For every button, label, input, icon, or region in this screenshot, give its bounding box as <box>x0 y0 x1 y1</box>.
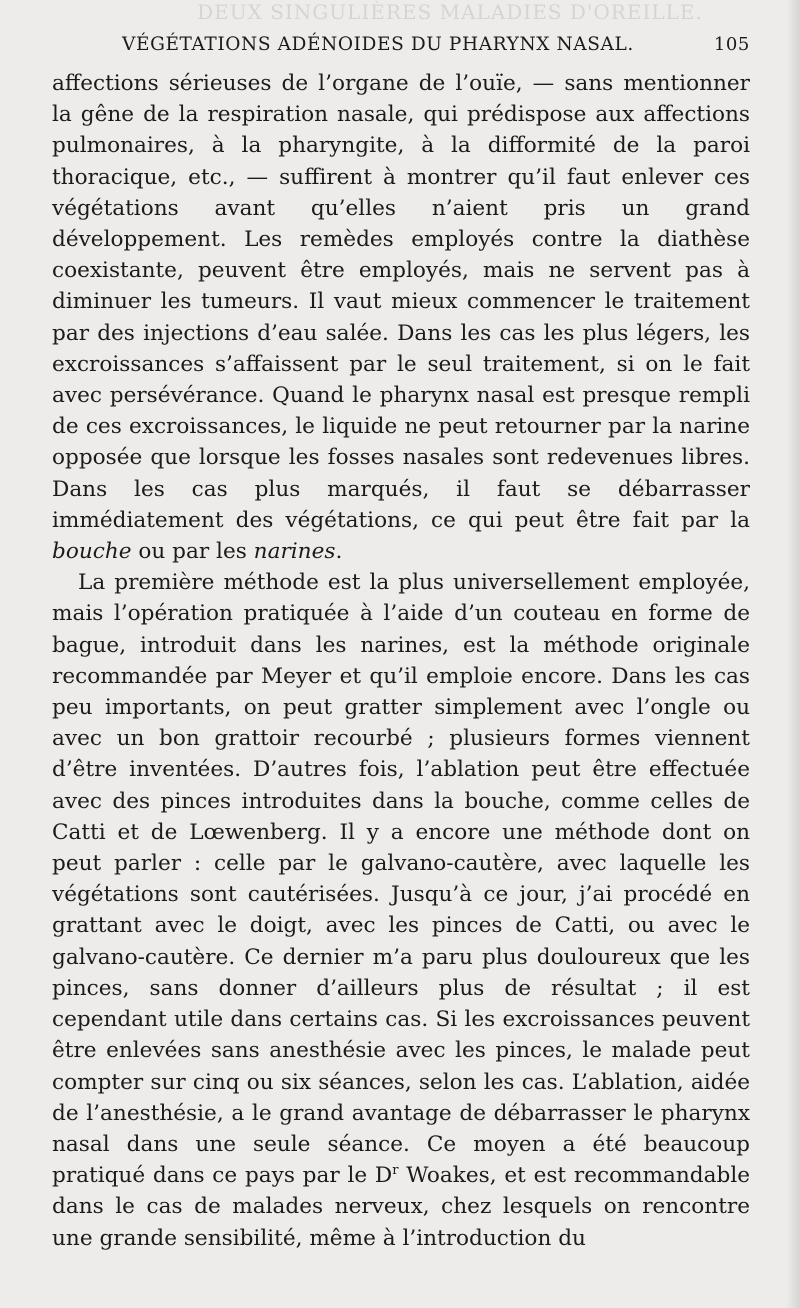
page-edge-shadow <box>786 0 800 1308</box>
superscript-text: r <box>392 1162 399 1178</box>
page-number: 105 <box>713 34 750 55</box>
running-head-title: VÉGÉTATIONS ADÉNOIDES DU PHARYNX NASAL. <box>122 34 634 55</box>
running-head <box>52 34 750 62</box>
italic-text: narines <box>253 539 336 565</box>
text-run: ou par les <box>131 539 254 565</box>
text-run: Woakes, et est recommandable dans le cas de malades nerveux, chez lesquels on rencontre une grande sensibilité, même à l’introduction du <box>52 1163 751 1251</box>
text-run: affections sérieuses de l’organe de l’ouïe, — sans mentionner la gêne de la respiration nasale, qui prédispose aux affections pulmonaires, à la pharyngite, à la difformité de la paroi thoracique, etc., — suffirent à montrer qu’il faut enlever ces végétations avant qu’elles n’aient pris un grand développement. Les remèdes employés contre la diathèse coexistante, peuvent être employés, mais ne servent pas à diminuer les tumeurs. Il vaut mieux commencer le traitement par des injections d’eau salée. Dans les cas les plus légers, les excroissances s’affaissent par le seul traitement, si on le fait avec persévérance. Quand le pharynx nasal est presque rempli de ces excroissances, le liquide ne peut retourner par la narine opposée que lorsque les fosses nasales sont redevenues libres. Dans les cas plus marqués, il faut se débarrasser immédiatement des végétations, ce qui peut être fait par la <box>52 71 750 533</box>
text-run: . <box>335 539 343 565</box>
paragraph <box>52 68 750 567</box>
paragraph <box>52 567 750 1253</box>
bleed-through-text: DEUX SINGULIÈRES MALADIES D'OREILLE. <box>197 0 703 22</box>
text-run: La première méthode est la plus universellement employée, mais l’opération pratiquée à l’aide d’un couteau en forme de bague, introduit dans les narines, est la méthode originale recommandée par Meyer et qu’il emploie encore. Dans les cas peu importants, on peut gratter simplement avec l’ongle ou avec un bon grattoir recourbé ; plusieurs formes viennent d’être inventées. D’autres fois, l’ablation peut être effectuée avec des pinces introduites dans la bouche, comme celles de Catti et de Lœwenberg. Il y a encore une méthode dont on peut parler : celle par le galvano-cautère, avec laquelle les végétations sont cautérisées. Jusqu’à ce jour, j’ai procédé en grattant avec le doigt, avec les pinces de Catti, ou avec le galvano-cautère. Ce dernier m’a paru plus douloureux que les pinces, sans donner d’ailleurs plus de résultat ; il est cependant utile dans certains cas. Si les excroissances peuvent être enlevées sans anesthésie avec les pinces, le malade peut compter sur cinq ou six séances, selon les cas. L’ablation, aidée de l’anesthésie, a le grand avantage de débarrasser le pharynx nasal dans une seule séance. Ce moyen a été beaucoup pratiqué dans ce pays par le D <box>52 570 750 1189</box>
body-text <box>52 68 750 1254</box>
italic-text: bouche <box>52 539 132 565</box>
